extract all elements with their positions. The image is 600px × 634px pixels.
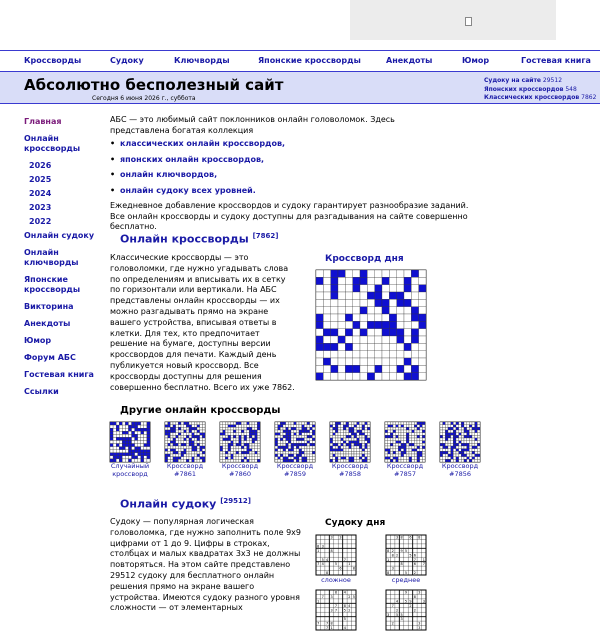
crossword-thumbnail-grid[interactable] xyxy=(275,422,315,462)
svg-text:6: 6 xyxy=(413,562,416,567)
nav-keywords[interactable]: Ключворды xyxy=(174,56,230,65)
nav-guestbook[interactable]: Гостевая книга xyxy=(521,56,591,65)
caption-line[interactable]: кроссворд xyxy=(112,469,148,478)
sudoku-level-label[interactable]: среднее xyxy=(391,576,421,584)
nav-humor[interactable]: Юмор xyxy=(462,56,490,65)
current-date: Сегодня 6 июня 2026 г., суббота xyxy=(92,95,196,102)
caption-line[interactable]: Кроссворд xyxy=(386,462,424,470)
sidebar-item-forum[interactable]: Форум АБС xyxy=(24,353,76,362)
nav-sudoku[interactable]: Судоку xyxy=(110,56,144,65)
svg-text:7: 7 xyxy=(317,562,320,567)
document-icon xyxy=(465,17,472,26)
svg-text:2: 2 xyxy=(396,553,399,558)
crossword-thumbnail[interactable] xyxy=(330,422,370,478)
crossword-thumbnail-caption[interactable] xyxy=(375,463,435,478)
svg-text:5: 5 xyxy=(352,595,355,599)
svg-text:4: 4 xyxy=(396,599,399,604)
svg-text:8: 8 xyxy=(400,535,403,540)
crossword-thumbnail[interactable] xyxy=(110,422,150,478)
sidebar-item-keywords[interactable]: Онлайн ключворды xyxy=(24,248,79,267)
crossword-thumbnail-caption[interactable] xyxy=(265,463,325,478)
caption-line[interactable]: #7857 xyxy=(394,469,416,478)
caption-line[interactable]: Кроссворд xyxy=(441,462,479,470)
sidebar-item-sudoku[interactable]: Онлайн судоку xyxy=(24,231,95,240)
sudoku-description: Судоку — популярная логическая головоломка, где нужно заполнить поле 9х9 цифрами от 1 до 9. Цифры в строках, столбцах и малых квадратах 3х3 не должны повторяться. На этом сайте представлено 29512 судоку для бесплатного онлайн решения прямо на экране вашего устройства. Имеются судоку разного уровня сложности — от элементарных xyxy=(110,517,301,613)
svg-text:3: 3 xyxy=(330,535,333,540)
svg-text:5: 5 xyxy=(404,599,408,604)
sidebar-item-crosswords[interactable]: Онлайн кроссворды xyxy=(24,134,81,153)
svg-text:5: 5 xyxy=(396,612,399,617)
intro-section xyxy=(110,115,500,233)
svg-text:8: 8 xyxy=(413,595,416,599)
sudoku-next-1[interactable] xyxy=(316,590,356,634)
stat-label[interactable]: Японских кроссвордов xyxy=(484,85,564,93)
svg-text:3: 3 xyxy=(321,544,324,549)
svg-text:9: 9 xyxy=(400,548,403,553)
site-stats xyxy=(484,77,596,103)
sidebar xyxy=(24,117,104,404)
stat-label[interactable]: Классических кроссвордов xyxy=(484,94,580,101)
svg-text:5: 5 xyxy=(321,557,324,562)
ad-banner[interactable] xyxy=(350,0,556,40)
svg-text:2: 2 xyxy=(391,548,394,553)
crossword-thumbnail-caption[interactable] xyxy=(100,463,160,478)
svg-text:4: 4 xyxy=(348,603,351,608)
svg-text:7: 7 xyxy=(422,562,425,567)
svg-text:3: 3 xyxy=(391,566,394,571)
stat-value: 7862 xyxy=(581,94,597,101)
svg-text:8: 8 xyxy=(334,590,338,595)
sidebar-item-year[interactable]: 2025 xyxy=(29,175,52,184)
crossword-thumbnail-grid[interactable] xyxy=(220,422,260,462)
sidebar-item-humor[interactable]: Юмор xyxy=(24,336,52,345)
crossword-thumbnail[interactable] xyxy=(220,422,260,478)
svg-text:1: 1 xyxy=(317,599,320,604)
svg-text:8: 8 xyxy=(387,571,390,576)
svg-text:6: 6 xyxy=(409,535,412,540)
svg-text:2: 2 xyxy=(348,608,351,613)
sudoku-level-label[interactable]: сложное xyxy=(321,576,351,584)
svg-text:8: 8 xyxy=(400,562,403,567)
svg-text:7: 7 xyxy=(317,621,320,626)
sidebar-item-year[interactable]: 2026 xyxy=(29,161,52,170)
svg-text:7: 7 xyxy=(326,626,329,631)
svg-text:7: 7 xyxy=(343,557,346,562)
svg-text:5: 5 xyxy=(404,571,408,576)
svg-text:3: 3 xyxy=(400,617,403,622)
crossword-thumbnail[interactable] xyxy=(385,422,425,478)
caption-line[interactable]: #7861 xyxy=(174,469,196,478)
stat-label[interactable]: Судоку на сайте xyxy=(484,77,541,84)
nav-japanese[interactable]: Японские кроссворды xyxy=(258,56,361,65)
svg-text:3: 3 xyxy=(396,535,399,540)
sudoku-heading[interactable] xyxy=(120,497,251,511)
crossword-thumbnail[interactable] xyxy=(275,422,315,478)
svg-text:7: 7 xyxy=(334,603,338,608)
nav-jokes[interactable]: Анекдоты xyxy=(386,56,433,65)
sidebar-item-links[interactable]: Ссылки xyxy=(24,387,59,396)
svg-text:3: 3 xyxy=(422,599,425,604)
sudoku-next-2[interactable] xyxy=(386,590,426,634)
svg-text:3: 3 xyxy=(330,595,333,599)
svg-text:2: 2 xyxy=(413,571,416,576)
crossword-thumbnail-grid[interactable] xyxy=(385,422,425,462)
crossword-thumbnail-grid[interactable] xyxy=(440,422,480,462)
svg-text:5: 5 xyxy=(343,617,346,622)
svg-text:5: 5 xyxy=(404,548,408,553)
nav-crosswords[interactable]: Кроссворды xyxy=(24,56,82,65)
caption-line[interactable]: #7858 xyxy=(339,469,361,478)
caption-line[interactable]: #7859 xyxy=(284,469,306,478)
svg-text:2: 2 xyxy=(391,621,394,626)
sidebar-item-main[interactable]: Главная xyxy=(24,117,62,126)
crossword-thumbnail-grid[interactable] xyxy=(165,422,205,462)
sidebar-item-year[interactable]: 2022 xyxy=(29,217,52,226)
svg-text:2: 2 xyxy=(348,595,351,599)
sidebar-item-quiz[interactable]: Викторина xyxy=(24,302,74,311)
sudoku-grid[interactable] xyxy=(386,535,426,575)
crossword-thumbnail[interactable] xyxy=(165,422,205,478)
crossword-thumbnail-caption[interactable] xyxy=(210,463,270,478)
svg-text:8: 8 xyxy=(330,548,333,553)
svg-text:9: 9 xyxy=(404,590,408,595)
svg-text:5: 5 xyxy=(343,608,346,613)
svg-text:8: 8 xyxy=(391,553,394,558)
intro-bullets xyxy=(110,139,500,196)
crossword-thumbnail-caption[interactable] xyxy=(430,463,490,478)
caption-line[interactable]: Кроссворд xyxy=(221,462,259,470)
sudoku-medium[interactable] xyxy=(386,535,426,584)
svg-text:8: 8 xyxy=(352,566,355,571)
sudoku-of-day-title: Судоку дня xyxy=(325,518,386,528)
svg-text:5: 5 xyxy=(334,562,338,567)
svg-text:7: 7 xyxy=(326,621,329,626)
stat-value: 29512 xyxy=(542,77,563,84)
svg-text:1: 1 xyxy=(422,557,425,562)
svg-text:5: 5 xyxy=(409,553,412,558)
sudoku-hard[interactable] xyxy=(316,535,356,584)
svg-text:7: 7 xyxy=(334,608,338,613)
svg-text:3: 3 xyxy=(330,608,333,613)
bullet-link[interactable]: • классических онлайн кроссвордов, xyxy=(110,139,500,150)
svg-text:8: 8 xyxy=(326,571,329,576)
svg-text:9: 9 xyxy=(409,599,412,604)
crosswords-count: [7862] xyxy=(252,232,279,240)
svg-text:3: 3 xyxy=(418,621,421,626)
stat-value: 548 xyxy=(565,85,577,93)
intro-line: Все онлайн кроссворды и судоку доступны для разгадывания на сайте совершенно бесплатно. xyxy=(110,211,468,231)
svg-text:7: 7 xyxy=(413,557,416,562)
site-header xyxy=(0,72,600,104)
svg-text:7: 7 xyxy=(391,603,394,608)
svg-text:4: 4 xyxy=(343,626,346,631)
bullet-link[interactable]: • онлайн ключвордов, xyxy=(110,170,500,181)
svg-text:1: 1 xyxy=(387,557,390,562)
caption-line[interactable]: #7856 xyxy=(449,469,471,478)
svg-text:2: 2 xyxy=(409,603,412,608)
svg-text:6: 6 xyxy=(413,553,416,558)
sidebar-item-year[interactable]: 2024 xyxy=(29,189,52,198)
sidebar-item-japanese[interactable]: Японские кроссворды xyxy=(24,275,81,294)
crossword-thumbnail-grid[interactable] xyxy=(110,422,150,462)
svg-text:1: 1 xyxy=(330,626,333,631)
bullet-link[interactable]: • японских онлайн кроссвордов, xyxy=(110,155,500,166)
crossword-thumbnail-caption[interactable] xyxy=(320,463,380,478)
svg-text:2: 2 xyxy=(413,608,416,613)
svg-text:8: 8 xyxy=(418,535,421,540)
svg-text:8: 8 xyxy=(330,621,333,626)
sudoku-grid[interactable] xyxy=(386,590,426,630)
sidebar-item-year[interactable]: 2023 xyxy=(29,203,52,212)
intro-line: Ежедневное добавление кроссвордов и судоку гарантирует разнообразие заданий. xyxy=(110,201,469,210)
bullet-link[interactable]: • онлайн судоку всех уровней. xyxy=(110,186,500,197)
svg-text:3: 3 xyxy=(418,590,421,595)
sudoku-grid[interactable] xyxy=(316,590,356,630)
svg-text:4: 4 xyxy=(343,590,346,595)
sudoku-heading-text[interactable]: Онлайн судоку xyxy=(120,497,217,511)
crossword-thumbnail[interactable] xyxy=(440,422,480,478)
crossword-of-day-grid[interactable] xyxy=(316,270,426,380)
svg-text:1: 1 xyxy=(348,562,351,567)
svg-text:2: 2 xyxy=(396,608,399,613)
svg-text:3: 3 xyxy=(418,626,421,631)
svg-text:7: 7 xyxy=(321,595,324,599)
crosswords-heading-text[interactable]: Онлайн кроссворды xyxy=(120,232,249,246)
caption-line[interactable]: Кроссворд xyxy=(166,462,204,470)
svg-text:4: 4 xyxy=(321,562,324,567)
caption-line[interactable]: Кроссворд xyxy=(276,462,314,470)
intro-text: АБС — это любимый сайт поклонников онлайн головоломок. Здесь представлена богатая коллекция xyxy=(110,115,395,135)
sidebar-item-guestbook[interactable]: Гостевая книга xyxy=(24,370,94,379)
svg-text:4: 4 xyxy=(326,557,329,562)
crosswords-heading[interactable] xyxy=(120,232,278,246)
site-title[interactable]: Абсолютно бесполезный сайт xyxy=(24,76,284,94)
svg-text:1: 1 xyxy=(317,548,320,553)
svg-text:8: 8 xyxy=(343,603,346,608)
crossword-of-day-title[interactable]: Кроссворд дня xyxy=(325,254,404,264)
svg-text:6: 6 xyxy=(339,566,342,571)
svg-text:3: 3 xyxy=(339,535,342,540)
svg-text:8: 8 xyxy=(317,544,320,549)
svg-text:3: 3 xyxy=(387,612,390,617)
caption-line[interactable]: Случайный xyxy=(110,462,150,470)
caption-line[interactable]: Кроссворд xyxy=(331,462,369,470)
crosswords-description: Классические кроссворды — это головоломки, где нужно угадывать слова по определениям и вписывать их в сетку по горизонтали или вертикали. На АБС представлены онлайн кроссворды — их можно разгадывать прямо на экране вашего устройства, вписывая ответы в клетки. Для тех, кто предпочитает решение на бумаге, доступны версии кроссвордов для печати. Каждый день публикуется новый кроссворд. Все кроссворды доступны для решения совершенно бесплатно. Всего их уже 7862. xyxy=(110,253,295,392)
other-crosswords-heading: Другие онлайн кроссворды xyxy=(120,405,281,416)
caption-line[interactable]: #7860 xyxy=(229,469,251,478)
svg-text:5: 5 xyxy=(400,612,403,617)
sidebar-item-jokes[interactable]: Анекдоты xyxy=(24,319,71,328)
crossword-thumbnail-caption[interactable] xyxy=(155,463,215,478)
sudoku-grid[interactable] xyxy=(316,535,356,575)
crossword-thumbnail-grid[interactable] xyxy=(330,422,370,462)
svg-text:8: 8 xyxy=(387,548,390,553)
sudoku-count: [29512] xyxy=(220,497,251,505)
top-nav xyxy=(0,50,600,72)
